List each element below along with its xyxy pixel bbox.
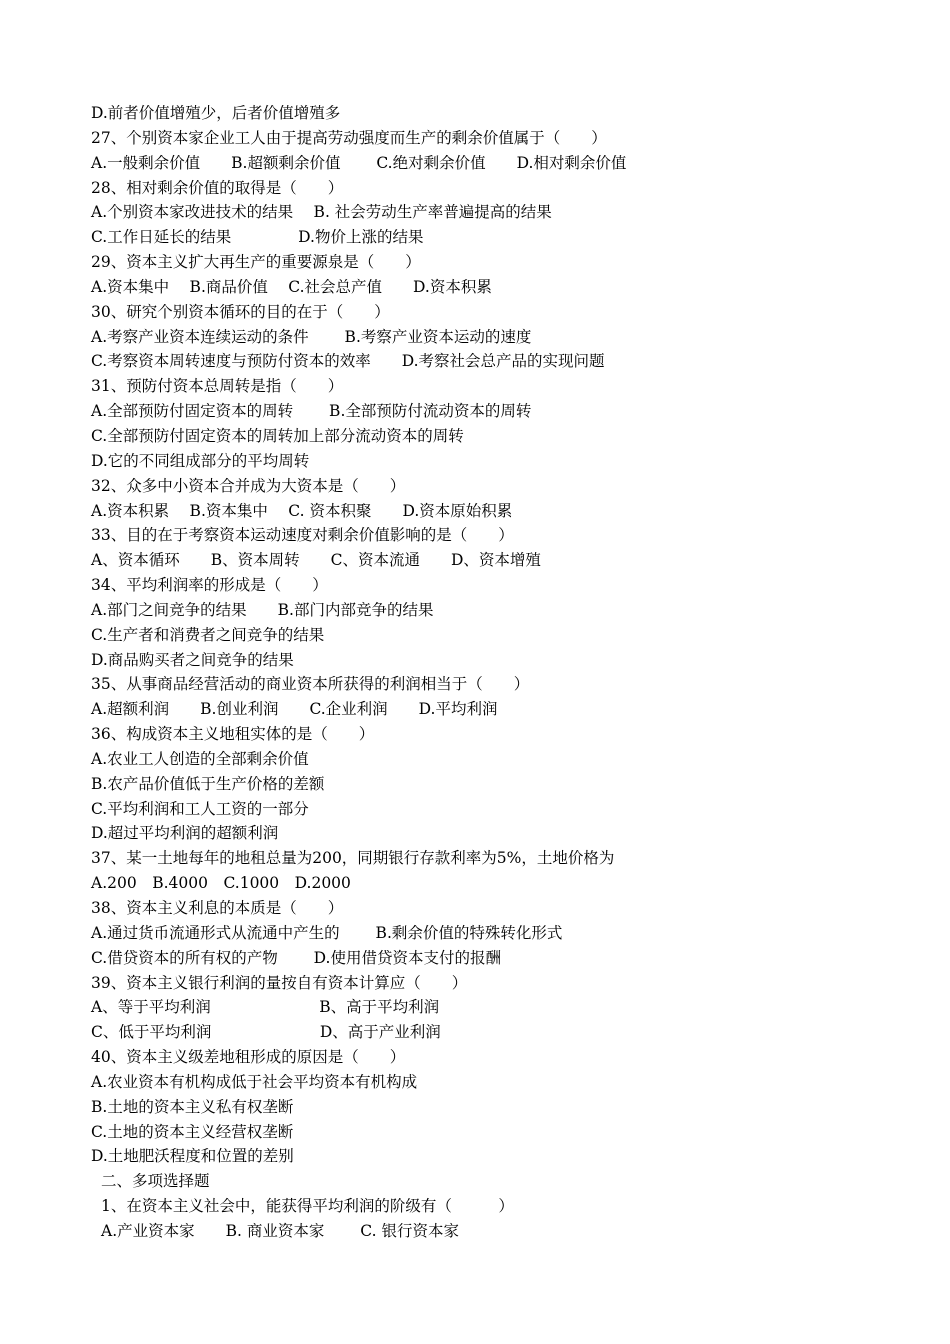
question-29: 29、资本主义扩大再生产的重要源泉是（ ） <box>91 253 421 272</box>
question-35-options: A.超额利润 B.创业利润 C.企业利润 D.平均利润 <box>91 700 498 719</box>
question-34-option-d: D.商品购买者之间竞争的结果 <box>91 650 294 669</box>
question-38-options-1: A.通过货币流通形式从流通中产生的 B.剩余价值的特殊转化形式 <box>91 923 563 942</box>
question-31-option-d: D.它的不同组成部分的平均周转 <box>91 451 310 470</box>
question-30-options-2: C.考察资本周转速度与预防付资本的效率 D.考察社会总产品的实现问题 <box>91 352 605 371</box>
question-39-options-2: C、低于平均利润 D、高于产业利润 <box>91 1023 441 1042</box>
question-28-options-1: A.个别资本家改进技术的结果 B. 社会劳动生产率普遍提高的结果 <box>91 203 552 222</box>
multi-question-1-options: A.产业资本家 B. 商业资本家 C. 银行资本家 <box>101 1221 459 1240</box>
question-36-option-d: D.超过平均利润的超额利润 <box>91 824 279 843</box>
question-34: 34、平均利润率的形成是（ ） <box>91 576 328 595</box>
question-31: 31、预防付资本总周转是指（ ） <box>91 377 344 396</box>
multi-question-1: 1、在资本主义社会中，能获得平均利润的阶级有（ ） <box>101 1197 514 1216</box>
question-27: 27、个别资本家企业工人由于提高劳动强度而生产的剩余价值属于（ ） <box>91 128 607 147</box>
question-34-option-c: C.生产者和消费者之间竞争的结果 <box>91 625 325 644</box>
question-39: 39、资本主义银行利润的量按自有资本计算应（ ） <box>91 973 468 992</box>
question-34-options-1: A.部门之间竞争的结果 B.部门内部竞争的结果 <box>91 600 434 619</box>
question-40: 40、资本主义级差地租形成的原因是（ ） <box>91 1048 406 1067</box>
question-28: 28、相对剩余价值的取得是（ ） <box>91 178 344 197</box>
question-40-option-d: D.土地肥沃程度和位置的差别 <box>91 1147 294 1166</box>
question-40-option-b: B.土地的资本主义私有权垄断 <box>91 1097 294 1116</box>
section-heading-multiple-choice: 二、多项选择题 <box>101 1172 210 1191</box>
question-28-options-2: C.工作日延长的结果 D.物价上涨的结果 <box>91 228 424 247</box>
question-32-options: A.资本积累 B.资本集中 C. 资本积聚 D.资本原始积累 <box>91 501 513 520</box>
question-37: 37、某一土地每年的地租总量为200，同期银行存款利率为5%，土地价格为 <box>91 849 615 868</box>
question-37-options: A.200 B.4000 C.1000 D.2000 <box>91 874 351 893</box>
document-body <box>91 101 911 1244</box>
question-38: 38、资本主义利息的本质是（ ） <box>91 899 344 917</box>
question-30-options-1: A.考察产业资本连续运动的条件 B.考察产业资本运动的速度 <box>91 327 532 346</box>
question-39-options-1: A、等于平均利润 B、高于平均利润 <box>91 998 440 1017</box>
question-29-options: A.资本集中 B.商品价值 C.社会总产值 D.资本积累 <box>91 277 492 296</box>
question-40-option-c: C.土地的资本主义经营权垄断 <box>91 1122 294 1141</box>
question-40-option-a: A.农业资本有机构成低于社会平均资本有机构成 <box>91 1072 418 1091</box>
question-27-options: A.一般剩余价值 B.超额剩余价值 C.绝对剩余价值 D.相对剩余价值 <box>91 153 627 172</box>
question-31-options-1: A.全部预防付固定资本的周转 B.全部预防付流动资本的周转 <box>91 402 532 421</box>
question-35: 35、从事商品经营活动的商业资本所获得的利润相当于（ ） <box>91 675 530 694</box>
question-31-option-c: C.全部预防付固定资本的周转加上部分流动资本的周转 <box>91 426 464 445</box>
question-36-option-c: C.平均利润和工人工资的一部分 <box>91 799 309 818</box>
question-33-options: A、资本循环 B、资本周转 C、资本流通 D、资本增殖 <box>91 551 541 570</box>
question-30: 30、研究个别资本循环的目的在于（ ） <box>91 302 390 321</box>
question-38-options-2: C.借贷资本的所有权的产物 D.使用借贷资本支付的报酬 <box>91 948 501 967</box>
question-32: 32、众多中小资本合并成为大资本是（ ） <box>91 476 406 495</box>
question-36-option-b: B.农产品价值低于生产价格的差额 <box>91 774 325 793</box>
question-36-option-a: A.农业工人创造的全部剩余价值 <box>91 749 309 768</box>
answer-option-line: D.前者价值增殖少，后者价值增殖多 <box>91 104 341 122</box>
question-33: 33、目的在于考察资本运动速度对剩余价值影响的是（ ） <box>91 526 514 545</box>
question-36: 36、构成资本主义地租实体的是（ ） <box>91 725 375 744</box>
